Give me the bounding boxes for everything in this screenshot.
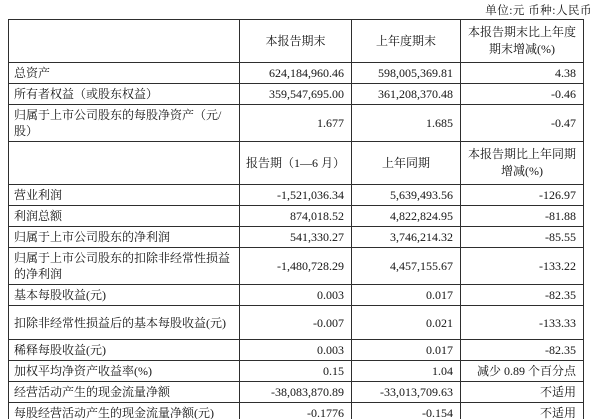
- current-value-cell: 541,330.27: [240, 227, 352, 248]
- unit-currency-label: 单位:元 币种:人民币: [485, 5, 592, 17]
- change-value-cell: -82.35: [461, 340, 584, 361]
- current-value-cell: -0.1776: [240, 403, 352, 419]
- current-value-cell: 1.677: [240, 105, 352, 142]
- prior-period-header-cell: 上年度期末: [352, 20, 461, 63]
- row-label-cell: 每股经营活动产生的现金流量净额(元): [9, 403, 240, 419]
- prior-value-cell: 0.021: [352, 306, 461, 340]
- row-label-cell: 总资产: [9, 63, 240, 84]
- prior-value-cell: 0.017: [352, 340, 461, 361]
- prior-value-cell: 4,457,155.67: [352, 248, 461, 285]
- current-value-cell: 359,547,695.00: [240, 84, 352, 105]
- row-label-cell: 基本每股收益(元): [9, 285, 240, 306]
- financial-summary-table: [8, 19, 584, 419]
- change-value-cell: 不适用: [461, 382, 584, 403]
- table-row: [9, 403, 584, 419]
- table-row: [9, 227, 584, 248]
- change-value-cell: -0.46: [461, 84, 584, 105]
- row-label-cell: 利润总额: [9, 206, 240, 227]
- section-2-header-row: [9, 142, 584, 185]
- change-header-cell: 本报告期比上年同期增减(%): [461, 142, 584, 185]
- prior-value-cell: 4,822,824.95: [352, 206, 461, 227]
- row-label-cell: 经营活动产生的现金流量净额: [9, 382, 240, 403]
- current-value-cell: -38,083,870.89: [240, 382, 352, 403]
- current-value-cell: -0.007: [240, 306, 352, 340]
- current-value-cell: 0.003: [240, 285, 352, 306]
- table-row: [9, 105, 584, 142]
- prior-value-cell: 598,005,369.81: [352, 63, 461, 84]
- change-value-cell: 不适用: [461, 403, 584, 419]
- change-value-cell: 减少 0.89 个百分点: [461, 361, 584, 382]
- change-value-cell: -85.55: [461, 227, 584, 248]
- table-row: [9, 63, 584, 84]
- table-row: [9, 206, 584, 227]
- prior-value-cell: 1.04: [352, 361, 461, 382]
- change-value-cell: -82.35: [461, 285, 584, 306]
- prior-value-cell: -0.154: [352, 403, 461, 419]
- current-value-cell: 874,018.52: [240, 206, 352, 227]
- current-value-cell: -1,480,728.29: [240, 248, 352, 285]
- change-value-cell: -133.22: [461, 248, 584, 285]
- current-value-cell: 0.003: [240, 340, 352, 361]
- row-label-header-cell: [9, 142, 240, 185]
- prior-value-cell: 0.017: [352, 285, 461, 306]
- table-row: [9, 340, 584, 361]
- section-1-header-row: [9, 20, 584, 63]
- current-value-cell: 0.15: [240, 361, 352, 382]
- change-value-cell: -133.33: [461, 306, 584, 340]
- row-label-cell: 归属于上市公司股东的扣除非经常性损益的净利润: [9, 248, 240, 285]
- prior-value-cell: 3,746,214.32: [352, 227, 461, 248]
- prior-value-cell: 361,208,370.48: [352, 84, 461, 105]
- table-row: [9, 382, 584, 403]
- current-period-header-cell: 报告期（1—6 月）: [240, 142, 352, 185]
- table-row: [9, 248, 584, 285]
- change-value-cell: -81.88: [461, 206, 584, 227]
- row-label-cell: 归属于上市公司股东的每股净资产（元/股）: [9, 105, 240, 142]
- current-value-cell: 624,184,960.46: [240, 63, 352, 84]
- row-label-cell: 所有者权益（或股东权益）: [9, 84, 240, 105]
- table-row: [9, 84, 584, 105]
- change-value-cell: 4.38: [461, 63, 584, 84]
- row-label-cell: 营业利润: [9, 185, 240, 206]
- change-header-cell: 本报告期末比上年度期末增减(%): [461, 20, 584, 63]
- table-row: [9, 185, 584, 206]
- row-label-header-cell: [9, 20, 240, 63]
- prior-value-cell: 5,639,493.56: [352, 185, 461, 206]
- table-row: [9, 285, 584, 306]
- change-value-cell: -0.47: [461, 105, 584, 142]
- current-period-header-cell: 本报告期末: [240, 20, 352, 63]
- table-row: [9, 361, 584, 382]
- current-value-cell: -1,521,036.34: [240, 185, 352, 206]
- prior-value-cell: 1.685: [352, 105, 461, 142]
- row-label-cell: 扣除非经常性损益后的基本每股收益(元): [9, 306, 240, 340]
- prior-period-header-cell: 上年同期: [352, 142, 461, 185]
- change-value-cell: -126.97: [461, 185, 584, 206]
- prior-value-cell: -33,013,709.63: [352, 382, 461, 403]
- row-label-cell: 加权平均净资产收益率(%): [9, 361, 240, 382]
- financial-summary-table-body: [9, 20, 584, 419]
- row-label-cell: 归属于上市公司股东的净利润: [9, 227, 240, 248]
- row-label-cell: 稀释每股收益(元): [9, 340, 240, 361]
- table-row: [9, 306, 584, 340]
